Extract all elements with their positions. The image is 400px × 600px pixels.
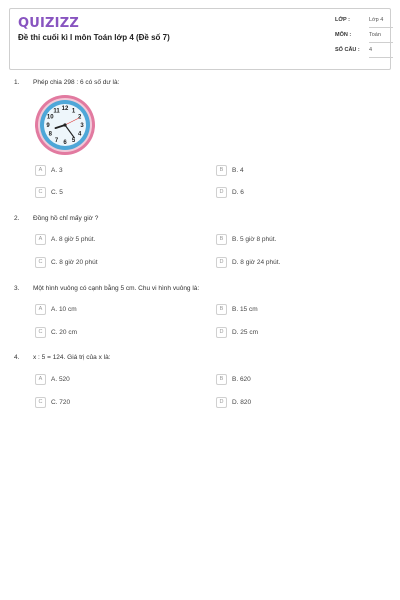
option-text: A. 520 xyxy=(51,376,70,383)
worksheet-title: Đề thi cuối kì I môn Toán lớp 4 (Đề số 7) xyxy=(18,33,170,42)
meta-label: LỚP : xyxy=(335,17,350,23)
meta-row-subject xyxy=(335,32,393,47)
meta-value: 4 xyxy=(369,47,393,58)
option-letter-badge[interactable]: B xyxy=(216,374,227,385)
option-text: B. 620 xyxy=(232,376,251,383)
meta-row-class xyxy=(335,17,393,32)
clock-number: 11 xyxy=(53,108,60,115)
meta-label: MÔN : xyxy=(335,32,352,38)
option-letter-badge[interactable]: C xyxy=(35,257,46,268)
clock-number: 10 xyxy=(46,114,54,121)
option-text: C. 8 giờ 20 phút xyxy=(51,259,98,266)
clock-number: 4 xyxy=(78,131,82,138)
option-text: D. 820 xyxy=(232,399,252,406)
question-text: Một hình vuông có cạnh bằng 5 cm. Chu vi hình vuông là: xyxy=(33,285,200,292)
clock-number: 6 xyxy=(63,140,67,147)
option-text: A. 10 cm xyxy=(51,306,77,313)
meta-row-question-count xyxy=(335,47,393,62)
clock-number: 8 xyxy=(48,131,52,138)
clock-number: 2 xyxy=(78,114,82,121)
option-text: D. 8 giờ 24 phút. xyxy=(232,259,281,266)
clock-number: 1 xyxy=(71,108,76,115)
question-number: 4. xyxy=(14,354,20,361)
option-letter-badge[interactable]: A xyxy=(35,165,46,176)
option-letter-badge[interactable]: C xyxy=(35,327,46,338)
option-text: B. 4 xyxy=(232,167,244,174)
worksheet-header xyxy=(9,8,391,70)
question-number: 3. xyxy=(14,285,20,292)
option-text: A. 3 xyxy=(51,167,63,174)
option-letter-badge[interactable]: D xyxy=(216,257,227,268)
option-letter-badge[interactable]: D xyxy=(216,327,227,338)
option-letter-badge[interactable]: C xyxy=(35,397,46,408)
clock-number: 7 xyxy=(54,137,59,144)
option-text: C. 5 xyxy=(51,189,63,196)
clock-number: 12 xyxy=(61,106,69,113)
clock-number: 9 xyxy=(46,123,50,130)
clock-number: 5 xyxy=(71,137,76,144)
option-text: C. 720 xyxy=(51,399,71,406)
question-text: Đồng hồ chỉ mấy giờ ? xyxy=(33,215,99,222)
option-text: D. 6 xyxy=(232,189,244,196)
clock-number: 3 xyxy=(80,123,84,130)
option-letter-badge[interactable]: A xyxy=(35,304,46,315)
option-letter-badge[interactable]: C xyxy=(35,187,46,198)
option-text: A. 8 giờ 5 phút. xyxy=(51,236,96,243)
option-letter-badge[interactable]: A xyxy=(35,234,46,245)
option-letter-badge[interactable]: B xyxy=(216,165,227,176)
question-number: 2. xyxy=(14,215,20,222)
option-text: B. 15 cm xyxy=(232,306,258,313)
option-letter-badge[interactable]: B xyxy=(216,234,227,245)
question-number: 1. xyxy=(14,79,20,86)
worksheet-meta xyxy=(335,17,393,62)
option-letter-badge[interactable]: D xyxy=(216,187,227,198)
option-text: B. 5 giờ 8 phút. xyxy=(232,236,277,243)
meta-label: SỐ CÂU : xyxy=(335,47,360,53)
meta-value: Lớp 4 xyxy=(369,17,393,28)
meta-value: Toán xyxy=(369,32,393,43)
option-letter-badge[interactable]: A xyxy=(35,374,46,385)
option-text: D. 25 cm xyxy=(232,329,259,336)
analog-clock-image xyxy=(34,94,96,156)
question-text: x : 5 = 124. Giá trị của x là: xyxy=(33,354,111,361)
quizizz-logo: QUIZIZZ xyxy=(18,16,79,31)
option-letter-badge[interactable]: D xyxy=(216,397,227,408)
option-text: C. 20 cm xyxy=(51,329,78,336)
question-text: Phép chia 298 : 6 có số dư là: xyxy=(33,79,120,86)
option-letter-badge[interactable]: B xyxy=(216,304,227,315)
